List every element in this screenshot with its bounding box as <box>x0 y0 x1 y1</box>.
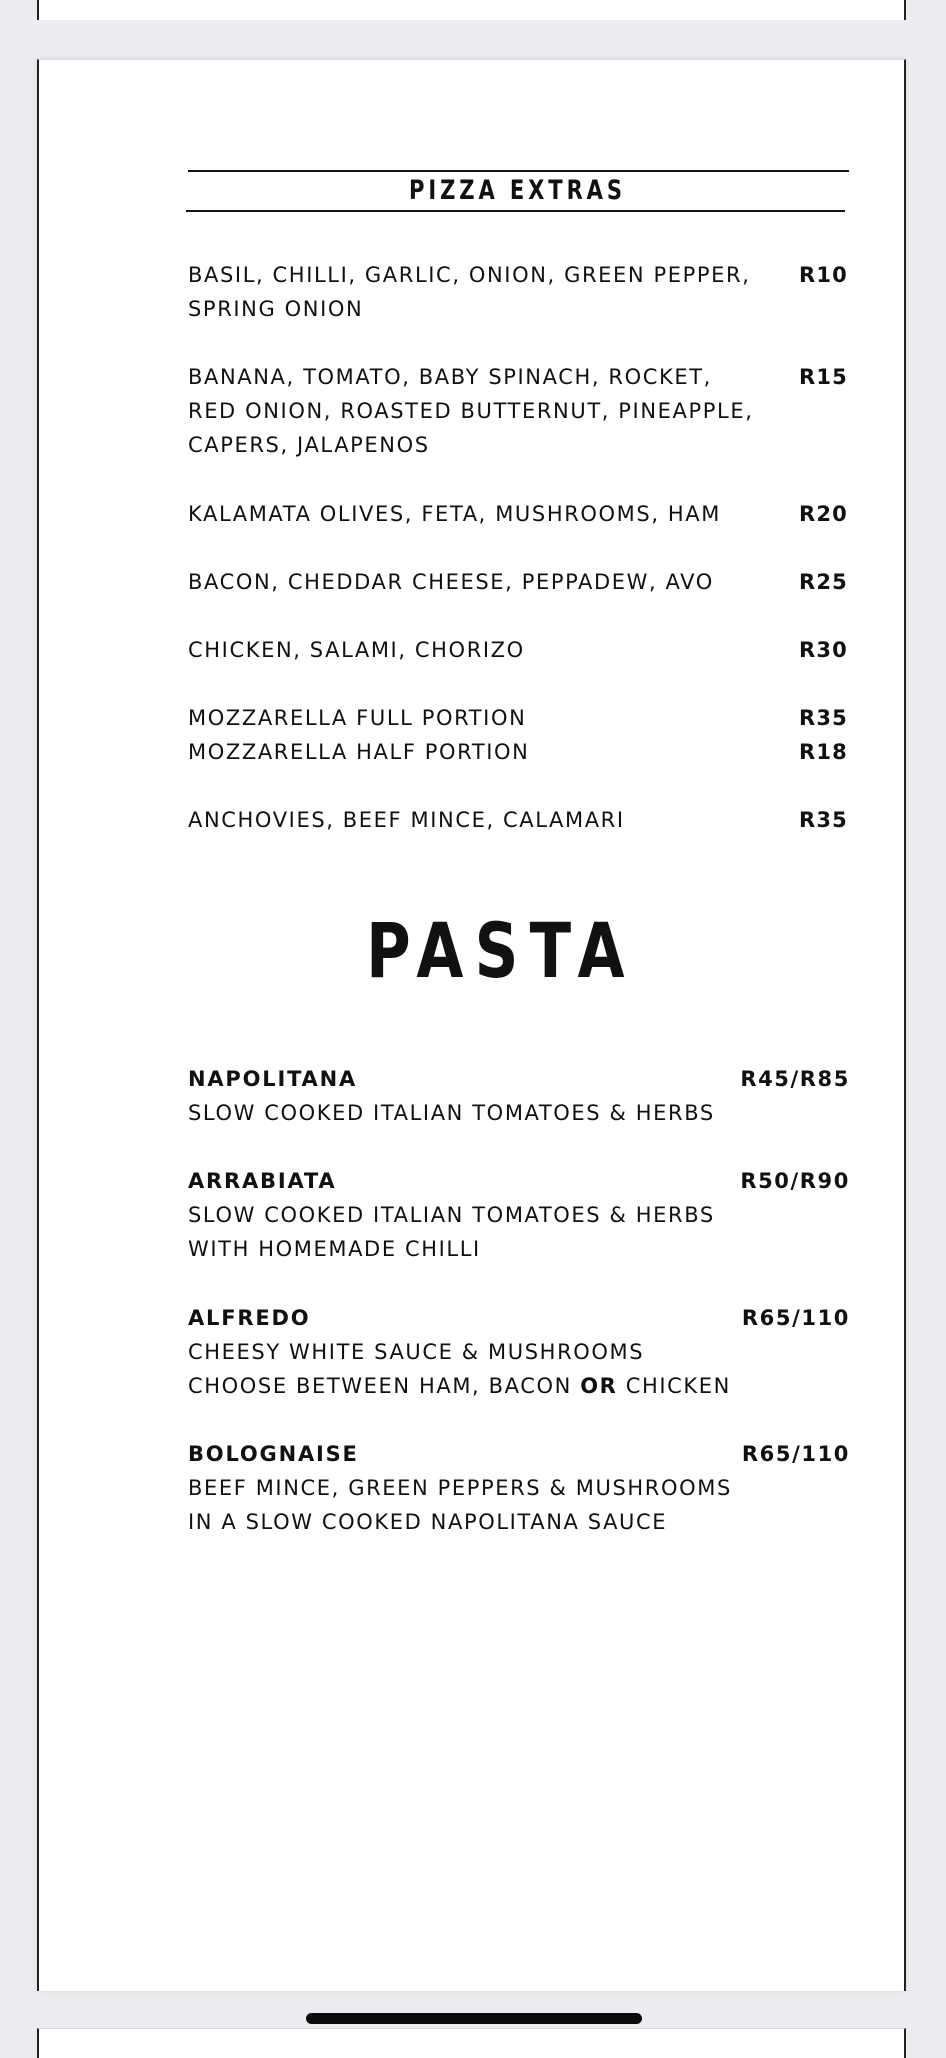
pasta-heading: PASTA <box>366 906 636 995</box>
pasta-dish-desc-line <box>188 1369 748 1403</box>
extras-item-price: R10 <box>799 263 848 287</box>
pasta-dish-price: R65/110 <box>741 1306 850 1330</box>
next-page-edge <box>37 2028 906 2058</box>
extras-item-price: R20 <box>799 502 848 526</box>
heading-rule-top <box>188 170 849 172</box>
extras-item-desc: MOZZARELLA FULL PORTION MOZZARELLA HALF PORTION <box>188 706 530 764</box>
extras-item <box>188 565 850 599</box>
pasta-dish <box>188 1164 850 1266</box>
pasta-dish-price: R65/110 <box>741 1442 850 1466</box>
pizza-extras-heading <box>186 170 849 212</box>
extras-item-price: R30 <box>799 638 848 662</box>
pasta-dish <box>188 1062 850 1130</box>
extras-item-desc: CHICKEN, SALAMI, CHORIZO <box>188 638 525 662</box>
pasta-dish-desc <box>188 1096 748 1130</box>
desc-text: CHICKEN <box>617 1374 731 1398</box>
pasta-dish <box>188 1301 850 1403</box>
pasta-dish-desc <box>188 1198 748 1266</box>
pasta-dish-desc-line: BEEF MINCE, GREEN PEPPERS & MUSHROOMS <box>188 1476 732 1500</box>
pasta-dish-desc-line: CHEESY WHITE SAUCE & MUSHROOMS <box>188 1340 645 1364</box>
pasta-dish-desc-line: IN A SLOW COOKED NAPOLITANA SAUCE <box>188 1510 668 1534</box>
pasta-dish-name: BOLOGNAISE <box>188 1442 359 1466</box>
menu-page <box>37 59 906 1991</box>
pizza-extras-title: PIZZA EXTRAS <box>409 175 626 206</box>
extras-item <box>188 803 850 837</box>
heading-rule-bottom <box>186 210 845 212</box>
desc-emphasis: OR <box>580 1374 618 1398</box>
extras-item-desc: BACON, CHEDDAR CHEESE, PEPPADEW, AVO <box>188 570 714 594</box>
extras-item <box>188 258 850 326</box>
pasta-dish-name: ALFREDO <box>188 1306 311 1330</box>
extras-item <box>188 633 850 667</box>
extras-item-price: R35 <box>799 706 848 730</box>
pasta-dish-price: R45/R85 <box>740 1067 850 1091</box>
extras-item-desc: BASIL, CHILLI, GARLIC, ONION, GREEN PEPPER, SPRING ONION <box>188 263 751 321</box>
pasta-dish-desc-line: SLOW COOKED ITALIAN TOMATOES & HERBS <box>188 1101 715 1125</box>
extras-item-price-half: R18 <box>799 740 848 764</box>
extras-item-desc: ANCHOVIES, BEEF MINCE, CALAMARI <box>188 808 625 832</box>
home-indicator[interactable] <box>306 2013 642 2024</box>
extras-item-desc: KALAMATA OLIVES, FETA, MUSHROOMS, HAM <box>188 502 721 526</box>
extras-item-price: R25 <box>799 570 848 594</box>
extras-item-price: R35 <box>799 808 848 832</box>
desc-text: CHOOSE BETWEEN HAM, BACON <box>188 1374 581 1398</box>
pasta-dish-name: ARRABIATA <box>188 1169 337 1193</box>
pasta-dish-desc-line: WITH HOMEMADE CHILLI <box>188 1237 481 1261</box>
extras-item <box>188 497 850 531</box>
pasta-dish-desc-line: SLOW COOKED ITALIAN TOMATOES & HERBS <box>188 1203 715 1227</box>
extras-item-price: R15 <box>799 365 848 389</box>
pasta-dish <box>188 1437 850 1539</box>
extras-item-desc: BANANA, TOMATO, BABY SPINACH, ROCKET, RED ONION, ROASTED BUTTERNUT, PINEAPPLE, CAPERS, JALAPENOS <box>188 365 754 457</box>
pasta-dish-desc <box>188 1335 748 1403</box>
extras-item <box>188 701 850 769</box>
pasta-dish-price: R50/R90 <box>740 1169 850 1193</box>
previous-page-edge <box>37 0 906 20</box>
pasta-dish-desc <box>188 1471 748 1539</box>
extras-item <box>188 360 850 462</box>
pasta-dish-name: NAPOLITANA <box>188 1067 358 1091</box>
